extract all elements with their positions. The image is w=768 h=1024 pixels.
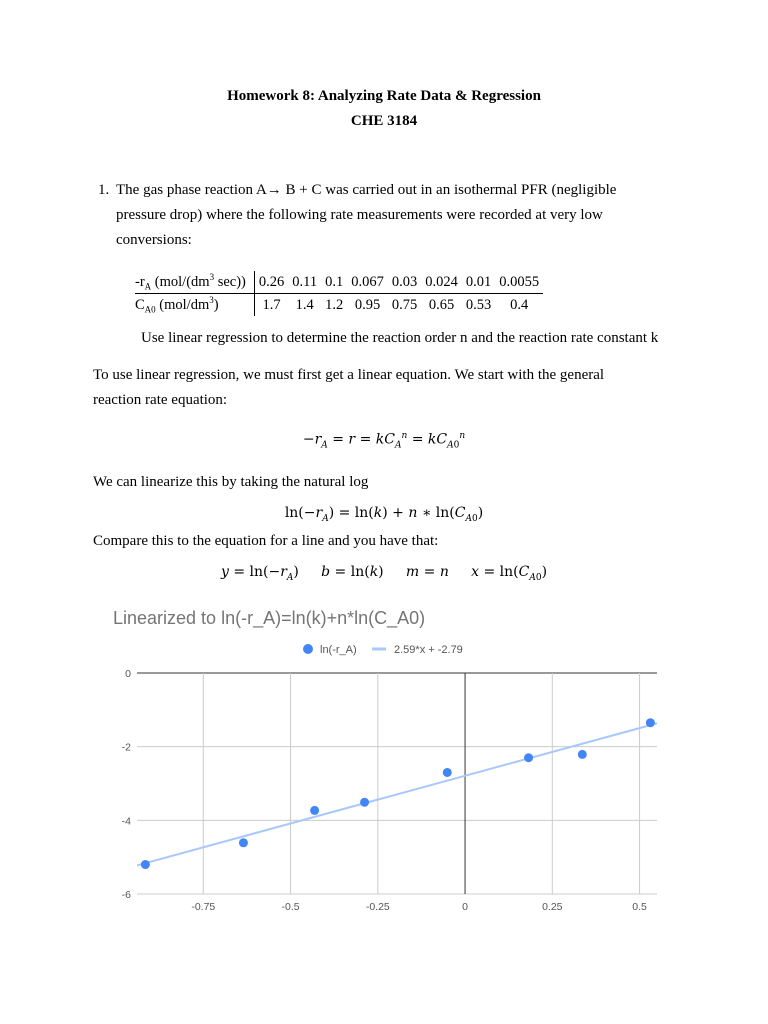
line-mapping-equation: $y = \ln(-r_A)$ b = ln(k) m = n $x = \ln(C_{A0})$	[220, 564, 548, 583]
table-cell: 0.75	[391, 296, 418, 313]
x-tick-label: -0.25	[365, 901, 390, 913]
legend-label-points: ln(-r_A)	[320, 644, 357, 656]
y-tick-label: 0	[125, 668, 131, 680]
table-cell: 0.11	[288, 271, 321, 294]
y-tick-label: -2	[121, 741, 131, 754]
row-label-rate: $-r_A$ ($mol/(dm^3$ sec))	[135, 271, 254, 294]
problem-text: The gas phase reaction A→ B + C was carried out in an isothermal PFR (negligible pressure drop) where the following rate measurements were recorded at very low conversions:	[116, 182, 617, 248]
instruction-text: Use linear regression to determine the reaction order n and the reaction rate constant k	[141, 330, 659, 346]
table-row	[135, 294, 543, 317]
data-point	[141, 860, 150, 869]
data-point	[646, 718, 655, 727]
table-cell: 0.03	[388, 271, 421, 294]
log-equation: $\ln(-r_A) = \ln(k) + n$ ∗ $\ln(C_{A0})$	[284, 505, 484, 524]
x-tick-label: -0.5	[281, 901, 300, 913]
table-cell: 0.95	[354, 296, 381, 313]
x-tick-label: 0	[462, 901, 468, 913]
table-cell: 0.01	[462, 271, 495, 294]
y-tick-label: -4	[121, 815, 131, 828]
table-cell: 1.2	[325, 296, 344, 313]
rate-data-table	[135, 271, 543, 316]
row-label-concentration: $C_{A0}$ $(mol/dm^3)$	[135, 294, 254, 317]
data-point	[443, 768, 452, 777]
table-cell: 1.7	[262, 296, 281, 313]
data-point	[524, 753, 533, 762]
paragraph-intro: To use linear regression, we must first get a linear equation. We start with the general reaction rate equation:	[93, 367, 605, 408]
data-point	[239, 838, 248, 847]
table-cell: 0.067	[347, 271, 388, 294]
y-tick-label: -6	[121, 889, 131, 901]
data-point	[578, 750, 587, 759]
trendline	[137, 723, 657, 865]
x-tick-label: 0.25	[542, 901, 563, 913]
table-cell: 1.4	[295, 296, 314, 313]
x-tick-label: -0.75	[191, 901, 216, 913]
rate-equation: $-r_A = r = kC_A^n = kC_{A0}^n$	[302, 431, 466, 451]
table-cell: 0.65	[428, 296, 455, 313]
data-point	[360, 798, 369, 807]
x-tick-label: 0.5	[632, 901, 647, 913]
table-row	[135, 271, 543, 294]
problem-number: 1.	[98, 182, 110, 198]
page-title: Homework 8: Analyzing Rate Data & Regression	[227, 88, 541, 104]
paragraph-compare: Compare this to the equation for a line and you have that:	[93, 533, 439, 549]
legend-label-trendline: 2.59*x + -2.79	[394, 644, 463, 656]
table-cell: 0.0055	[495, 271, 543, 294]
table-cell: 0.1	[321, 271, 347, 294]
tick-labels	[122, 668, 647, 913]
table-cell: 0.4	[510, 296, 529, 313]
course-code: CHE 3184	[350, 113, 418, 129]
trendline-layer	[137, 723, 657, 865]
table-cell: 0.26	[254, 271, 288, 294]
paragraph-linearize: We can linearize this by taking the natural log	[93, 474, 369, 490]
legend-marker-points	[303, 644, 313, 654]
grid-lines	[137, 673, 657, 894]
data-point	[310, 806, 319, 815]
chart-title: Linearized to ln(-r_A)=ln(k)+n*ln(C_A0)	[113, 608, 426, 628]
scatter-chart	[0, 630, 768, 920]
table-cell: 0.53	[465, 296, 492, 313]
chart-legend	[303, 644, 463, 656]
table-cell: 0.024	[421, 271, 462, 294]
